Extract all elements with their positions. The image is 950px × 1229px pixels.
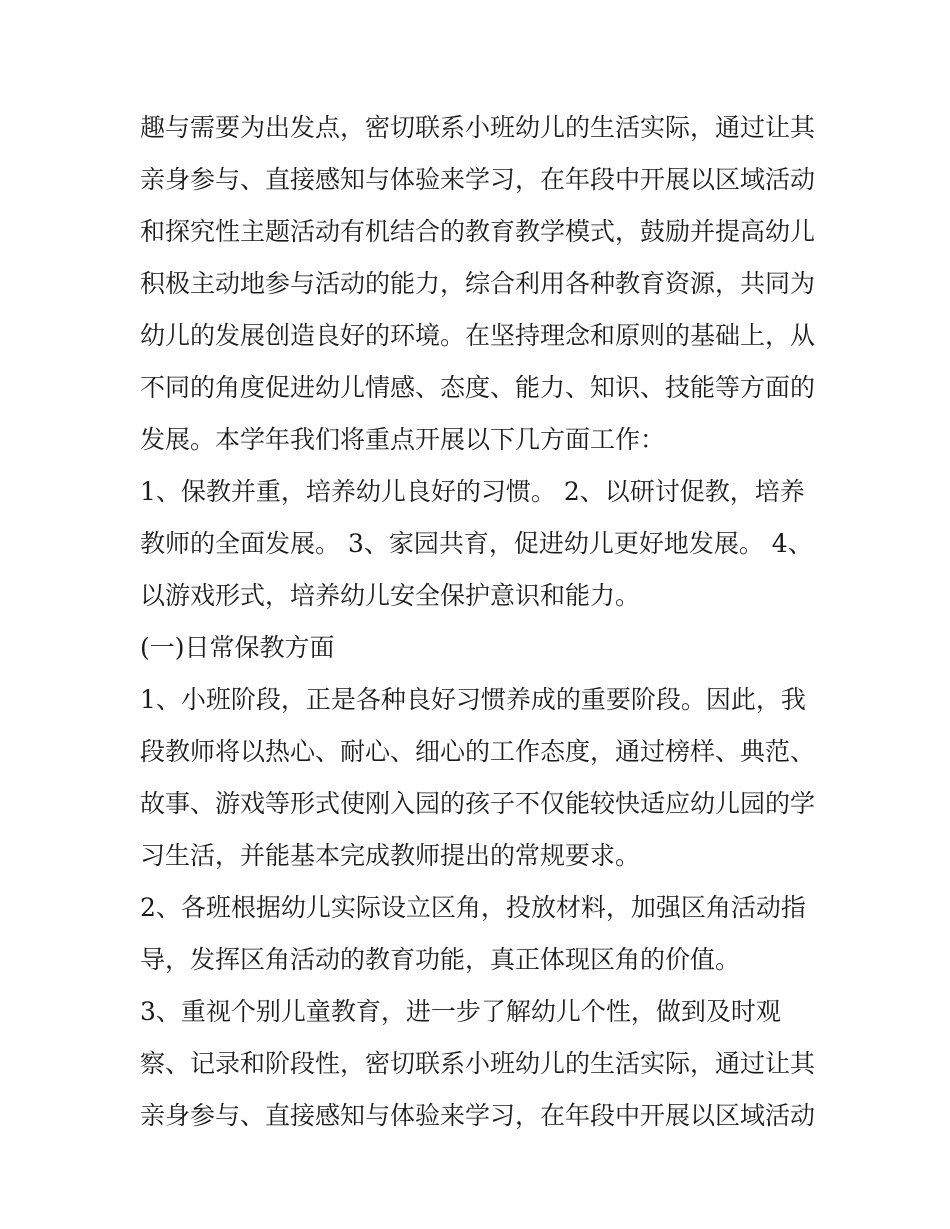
text-line: 积极主动地参与活动的能力，综合利用各种教育资源，共同为 bbox=[140, 269, 816, 298]
list-item-line: 2、各班根据幼儿实际设立区角，投放材料，加强区角活动指 bbox=[140, 893, 806, 922]
text-line: 发展。本学年我们将重点开展以下几方面工作： bbox=[140, 425, 666, 454]
text-line: 不同的角度促进幼儿情感、态度、能力、知识、技能等方面的 bbox=[140, 373, 816, 402]
text-line: 亲身参与、直接感知与体验来学习，在年段中开展以区域活动 bbox=[140, 165, 816, 194]
list-item-line: 段教师将以热心、耐心、细心的工作态度，通过榜样、典范、 bbox=[140, 737, 816, 766]
list-item-line: 导，发挥区角活动的教育功能，真正体现区角的价值。 bbox=[140, 945, 741, 974]
text-line: 和探究性主题活动有机结合的教育教学模式，鼓励并提高幼儿 bbox=[140, 217, 816, 246]
section-heading: (一)日常保教方面 bbox=[140, 633, 335, 662]
list-item-line: 1、小班阶段，正是各种良好习惯养成的重要阶段。因此，我 bbox=[140, 685, 806, 714]
list-item-line: 察、记录和阶段性，密切联系小班幼儿的生活实际，通过让其 bbox=[140, 1049, 816, 1078]
list-item-line: 1、保教并重，培养幼儿良好的习惯。 2、以研讨促教，培养 bbox=[140, 477, 805, 506]
list-item-line: 亲身参与、直接感知与体验来学习，在年段中开展以区域活动 bbox=[140, 1101, 816, 1130]
list-item-line: 习生活，并能基本完成教师提出的常规要求。 bbox=[140, 841, 641, 870]
text-line: 幼儿的发展创造良好的环境。在坚持理念和原则的基础上，从 bbox=[140, 321, 816, 350]
list-item-line: 3、重视个别儿童教育，进一步了解幼儿个性，做到及时观 bbox=[140, 997, 781, 1026]
list-item-line: 教师的全面发展。 3、家园共育，促进幼儿更好地发展。 4、 bbox=[140, 529, 813, 558]
list-item-line: 故事、游戏等形式使刚入园的孩子不仅能较快适应幼儿园的学 bbox=[140, 789, 816, 818]
text-line: 趣与需要为出发点，密切联系小班幼儿的生活实际，通过让其 bbox=[140, 113, 816, 142]
list-item-line: 以游戏形式，培养幼儿安全保护意识和能力。 bbox=[140, 581, 641, 610]
